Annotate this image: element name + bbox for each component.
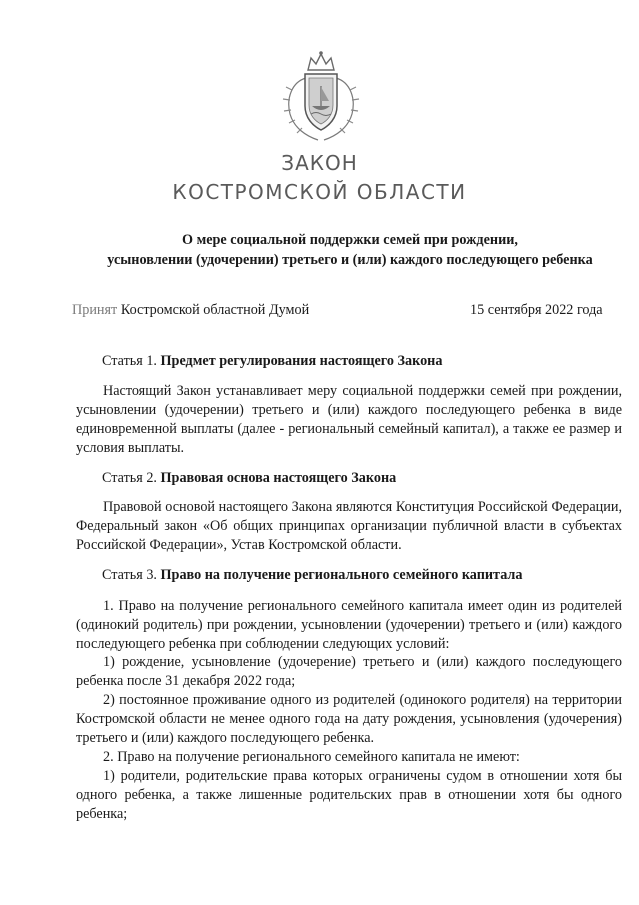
document-title-line2: усыновлении (удочерении) третьего и (или) каждого последующего ребенка (107, 252, 593, 268)
article-2-text: Правовой основой настоящего Закона являются Конституция Российской Федерации, Федеральный закон «Об общих принципах организации публичной власти в субъектах Российской Федерации», Устав Костромской области. (76, 499, 622, 553)
article-title: Правовая основа настоящего Закона (160, 470, 397, 486)
law-title-line2: КОСТРОМСКОЙ ОБЛАСТИ (172, 180, 467, 204)
document-title-line1: О мере социальной поддержки семей при рождении, (182, 232, 518, 248)
article-3-item: 1) рождение, усыновление (удочерение) третьего и (или) каждого последующего ребенка после 31 декабря 2022 года; (76, 654, 622, 689)
adopted-body: Костромской областной Думой (120, 302, 310, 318)
kostroma-coat-of-arms-icon (278, 48, 364, 144)
adopted-by (72, 302, 309, 319)
article-label: Статья 1. (102, 353, 157, 369)
article-1-text: Настоящий Закон устанавливает меру социальной поддержки семей при рождении, усыновлении (удочерении) третьего и (или) каждого последующего ребенка в виде единовременной выплаты (далее - региональный семейный капитал), а также ее размер и условия выплаты. (76, 383, 622, 456)
article-1-heading (102, 353, 442, 370)
adopted-prefix: Принят (72, 302, 118, 318)
article-label: Статья 3. (102, 567, 157, 583)
article-title: Право на получение регионального семейного капитала (160, 567, 523, 583)
article-label: Статья 2. (102, 470, 157, 486)
article-title: Предмет регулирования настоящего Закона (160, 353, 443, 369)
document-title (60, 230, 639, 270)
adopted-date: 15 сентября 2022 года (470, 302, 603, 318)
article-3-item: 2. Право на получение регионального семейного капитала не имеют: (103, 749, 520, 765)
article-3-item: 1. Право на получение регионального семейного капитала имеет один из родителей (одинокий родитель) при рождении, усыновлении (удочерении) третьего и (или) каждого последующего ребенка при соблюдении следующих условий: (76, 598, 622, 652)
article-3-heading (102, 567, 522, 584)
article-3-item: 1) родители, родительские права которых ограничены судом в отношении хотя бы одного ребенка, а также лишенные родительских прав в отношении хотя бы одного ребенка; (76, 768, 622, 822)
article-3-item: 2) постоянное проживание одного из родителей (одинокого родителя) на территории Костромской области не менее одного года на дату рождения, усыновления (удочерения) третьего и (или) каждого последующего ребенка. (76, 692, 622, 746)
article-2-heading (102, 470, 396, 487)
law-title-line1: ЗАКОН (281, 151, 358, 175)
